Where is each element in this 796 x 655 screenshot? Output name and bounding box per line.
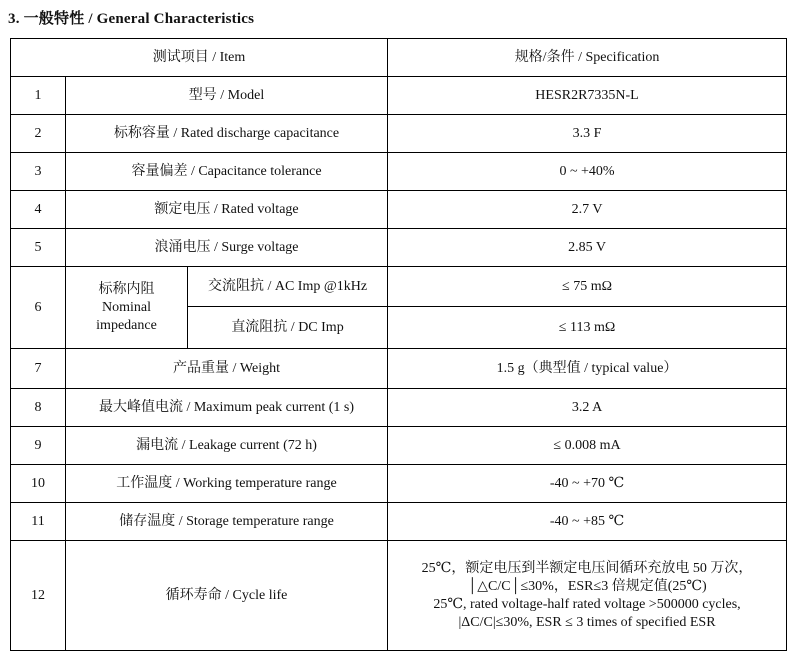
row-spec: 2.85 V [388, 229, 787, 267]
general-characteristics-table [10, 38, 787, 651]
header-item: 测试项目 / Item [11, 39, 388, 77]
spec-line: |ΔC/C|≤30%, ESR ≤ 3 times of specified ESR [458, 614, 716, 630]
table-row [11, 349, 787, 389]
row-item: 循环寿命 / Cycle life [66, 541, 388, 651]
impedance-group-label [66, 267, 188, 349]
row-number: 4 [11, 191, 66, 229]
table-row [11, 389, 787, 427]
row-number: 7 [11, 349, 66, 389]
row-spec: HESR2R7335N-L [388, 77, 787, 115]
header-spec: 规格/条件 / Specification [388, 39, 787, 77]
spec-line: │△C/C│≤30%，ESR≤3 倍规定值(25℃) [467, 578, 707, 594]
row-number: 1 [11, 77, 66, 115]
table-row [11, 427, 787, 465]
row-number: 3 [11, 153, 66, 191]
row-item: 最大峰值电流 / Maximum peak current (1 s) [66, 389, 388, 427]
table-row [11, 191, 787, 229]
row-item: 型号 / Model [66, 77, 388, 115]
row-item: 浪涌电压 / Surge voltage [66, 229, 388, 267]
row-number: 10 [11, 465, 66, 503]
group-label-line: Nominal [102, 299, 151, 315]
row-number: 5 [11, 229, 66, 267]
row-item: 工作温度 / Working temperature range [66, 465, 388, 503]
row-number: 9 [11, 427, 66, 465]
row-spec: ≤ 75 mΩ [388, 267, 787, 307]
table-row [11, 541, 787, 651]
row-item: 漏电流 / Leakage current (72 h) [66, 427, 388, 465]
row-spec: 0 ~ +40% [388, 153, 787, 191]
row-spec: ≤ 0.008 mA [388, 427, 787, 465]
table-row [11, 77, 787, 115]
cycle-life-spec [388, 541, 787, 651]
table-row [11, 153, 787, 191]
row-item: 容量偏差 / Capacitance tolerance [66, 153, 388, 191]
row-number: 12 [11, 541, 66, 651]
table-row [11, 267, 787, 307]
table-row [11, 115, 787, 153]
table-row [11, 465, 787, 503]
row-number: 6 [11, 267, 66, 349]
group-label-line: 标称内阻 [98, 281, 155, 297]
spec-line: 25℃, rated voltage-half rated voltage >500000 cycles, [433, 596, 741, 612]
section-heading: 3. 一般特性 / General Characteristics [8, 11, 255, 27]
group-label-line: impedance [96, 317, 157, 333]
row-number: 2 [11, 115, 66, 153]
row-spec: -40 ~ +70 ℃ [388, 465, 787, 503]
row-subitem: 直流阻抗 / DC Imp [188, 307, 388, 349]
spec-line: 25℃，额定电压到半额定电压间循环充放电 50 万次， [421, 560, 753, 576]
table-header-row [11, 39, 787, 77]
row-spec: 2.7 V [388, 191, 787, 229]
table-row [11, 229, 787, 267]
row-spec: 3.3 F [388, 115, 787, 153]
table-row [11, 503, 787, 541]
row-spec: 1.5 g（典型值 / typical value） [388, 349, 787, 389]
row-spec: ≤ 113 mΩ [388, 307, 787, 349]
row-number: 11 [11, 503, 66, 541]
row-item: 储存温度 / Storage temperature range [66, 503, 388, 541]
row-subitem: 交流阻抗 / AC Imp @1kHz [188, 267, 388, 307]
row-item: 标称容量 / Rated discharge capacitance [66, 115, 388, 153]
row-spec: 3.2 A [388, 389, 787, 427]
row-number: 8 [11, 389, 66, 427]
row-item: 产品重量 / Weight [66, 349, 388, 389]
row-spec: -40 ~ +85 ℃ [388, 503, 787, 541]
row-item: 额定电压 / Rated voltage [66, 191, 388, 229]
